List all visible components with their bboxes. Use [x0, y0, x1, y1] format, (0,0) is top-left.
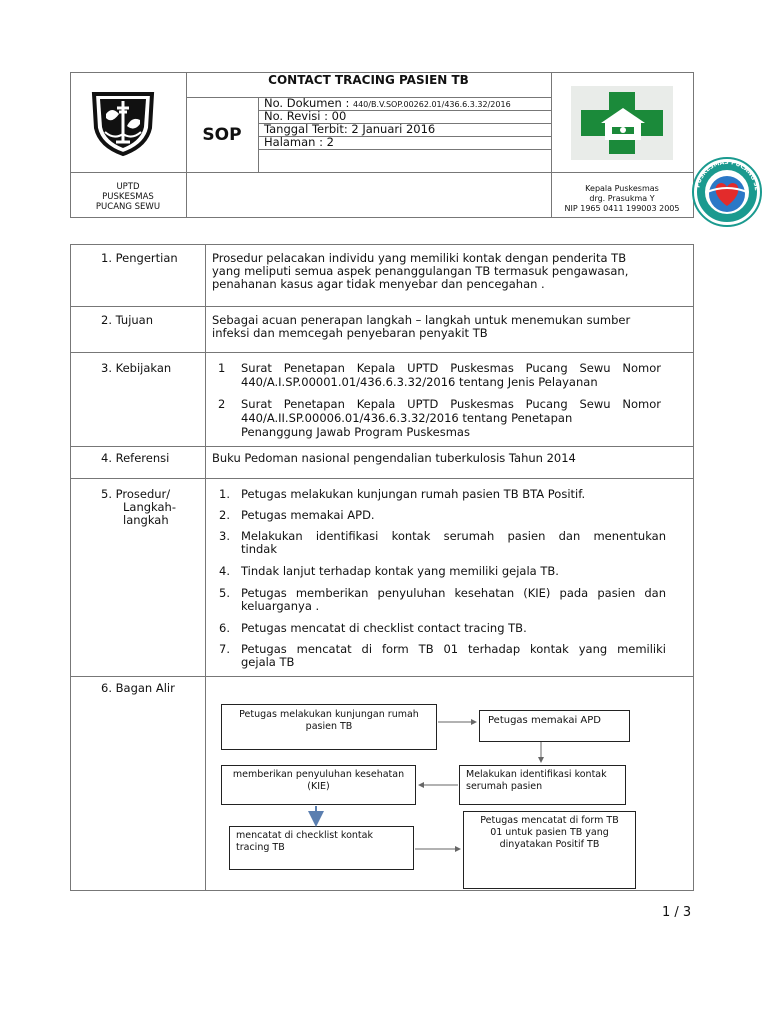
- revision-number: No. Revisi : 00: [264, 109, 347, 123]
- unit-name-line-2: PUSKESMAS: [102, 192, 154, 202]
- step-text: gejala TB: [241, 655, 295, 669]
- issue-date: Tanggal Terbit: 2 Januari 2016: [264, 122, 436, 136]
- flow-box-identify: Melakukan identifikasi kontak serumah pasien: [459, 765, 626, 805]
- kebijakan-item-line: 440/A.I.SP.00001.01/436.6.3.32/2016 tentang Jenis Pelayanan: [241, 375, 598, 389]
- sop-title: CONTACT TRACING PASIEN TB: [268, 73, 469, 87]
- pengertian-line: Prosedur pelacakan individu yang memiliki kontak dengan penderita TB: [212, 251, 627, 265]
- step-text: Petugas melakukan kunjungan rumah pasien TB BTA Positif.: [241, 487, 586, 501]
- sop-label: SOP: [202, 125, 242, 145]
- kebijakan-item-line: Surat Penetapan Kepala UPTD Puskesmas Pucang Sewu Nomor: [241, 397, 661, 411]
- doc-number: No. Dokumen : 440/B.V.SOP.00262.01/436.6.3.32/2016: [264, 96, 511, 110]
- kebijakan-item-line: Surat Penetapan Kepala UPTD Puskesmas Pucang Sewu Nomor: [241, 361, 661, 375]
- kebijakan-label: 3. Kebijakan: [101, 361, 172, 375]
- flow-box-form: Petugas mencatat di form TB 01 untuk pasien TB yang dinyatakan Positif TB: [463, 811, 636, 889]
- step-text: keluarganya .: [241, 599, 320, 613]
- referensi-label: 4. Referensi: [101, 451, 170, 465]
- flow-box-checklist: mencatat di checklist kontak tracing TB: [229, 826, 414, 870]
- unit-name-line-1: UPTD: [116, 182, 140, 192]
- prosedur-label: 5. Prosedur/: [101, 487, 171, 501]
- page-count: Halaman : 2: [264, 135, 334, 149]
- stamp-text: PUSKESMAS PUCANG SE: [694, 158, 761, 192]
- tujuan-label: 2. Tujuan: [101, 313, 154, 327]
- pengertian-label: 1. Pengertian: [101, 251, 178, 265]
- tujuan-line: Sebagai acuan penerapan langkah – langkah untuk menemukan sumber: [212, 313, 631, 327]
- step-number: 4.: [219, 564, 230, 578]
- tujuan-line: infeksi dan memcegah penyebaran penyakit TB: [212, 326, 488, 340]
- referensi-text: Buku Pedoman nasional pengendalian tuberkulosis Tahun 2014: [212, 451, 576, 465]
- step-number: 2.: [219, 508, 230, 522]
- step-text: tindak: [241, 542, 277, 556]
- step-number: 6.: [219, 621, 230, 635]
- page-indicator: 1 / 3: [662, 905, 692, 920]
- step-text: Petugas memberikan penyuluhan kesehatan (KIE) pada pasien dan: [241, 586, 666, 600]
- prosedur-label: langkah: [123, 513, 169, 527]
- flow-box-apd: Petugas memakai APD: [479, 710, 630, 742]
- kebijakan-item-line: 440/A.II.SP.00006.01/436.6.3.32/2016 tentang Penetapan: [241, 411, 573, 425]
- step-number: 7.: [219, 642, 230, 656]
- pengertian-line: yang meliputi semua aspek penanggulangan TB termasuk pengawasan,: [212, 264, 629, 278]
- flow-box-counsel: memberikan penyuluhan kesehatan (KIE): [221, 765, 416, 805]
- step-number: 5.: [219, 586, 230, 600]
- kebijakan-item-line: Penanggung Jawab Program Puskesmas: [241, 425, 470, 439]
- doc-number-value: 440/B.V.SOP.00262.01/436.6.3.32/2016: [353, 100, 511, 109]
- head-name: drg. Prasukma Y: [589, 194, 655, 203]
- unit-name-line-3: PUCANG SEWU: [95, 202, 161, 212]
- flow-box-visit: Petugas melakukan kunjungan rumah pasien TB: [221, 704, 437, 750]
- step-text: Petugas memakai APD.: [241, 508, 375, 522]
- head-nip: NIP 1965 0411 199003 2005: [564, 204, 680, 213]
- kebijakan-item-number: 2: [218, 397, 226, 411]
- step-number: 1.: [219, 487, 230, 501]
- step-text: Melakukan identifikasi kontak serumah pasien dan menentukan: [241, 529, 666, 543]
- head-title: Kepala Puskesmas: [585, 184, 659, 193]
- kebijakan-item-number: 1: [218, 361, 226, 375]
- pengertian-line: penahanan kasus agar tidak menyebar dan pencegahan .: [212, 277, 545, 291]
- prosedur-label: Langkah-: [123, 500, 176, 514]
- step-text: Petugas mencatat di checklist contact tracing TB.: [241, 621, 527, 635]
- step-text: Petugas mencatat di form TB 01 terhadap kontak yang memiliki: [241, 642, 666, 656]
- step-number: 3.: [219, 529, 230, 543]
- step-text: Tindak lanjut terhadap kontak yang memiliki gejala TB.: [241, 564, 559, 578]
- bagan-label: 6. Bagan Alir: [101, 681, 175, 695]
